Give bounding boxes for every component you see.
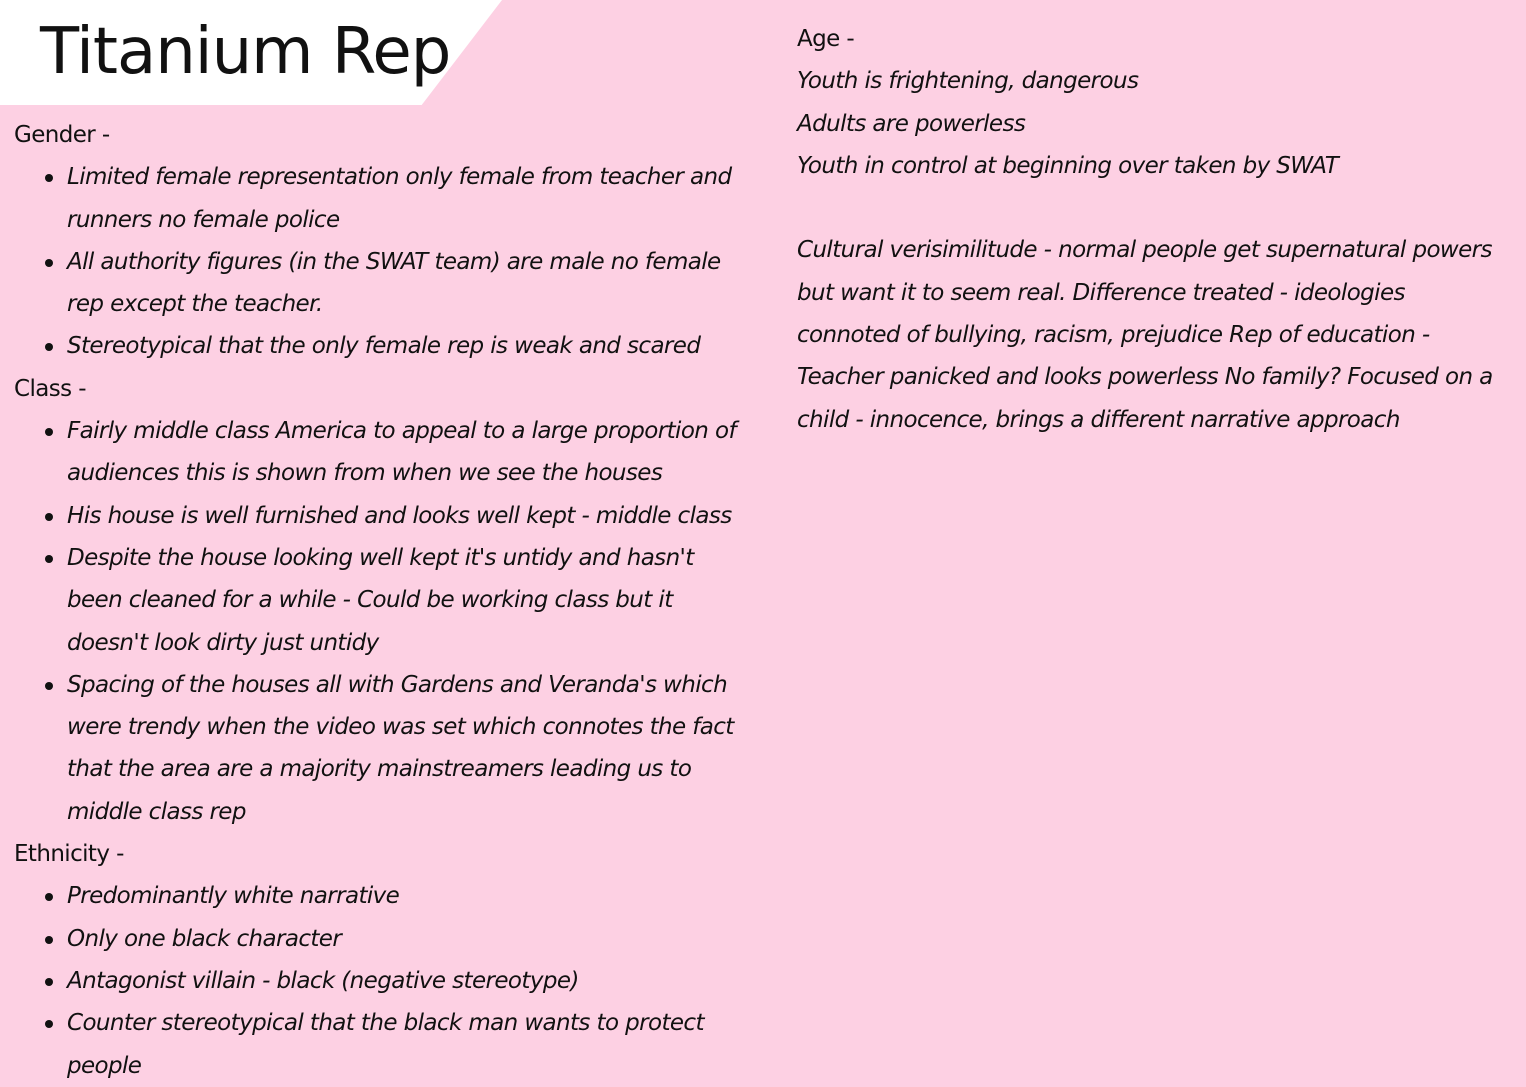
list-item: Spacing of the houses all with Gardens and Veranda's which were trendy when the video was set which connotes the fact that the area are a majority mainstreamers leading us to middle class rep — [67, 664, 754, 833]
list-item: Fairly middle class America to appeal to a large proportion of audiences this is shown from when we see the houses — [67, 410, 754, 495]
page-title: Titanium Rep — [40, 15, 451, 89]
list-item: His house is well furnished and looks well kept - middle class — [67, 495, 754, 537]
list-item: Stereotypical that the only female rep is weak and scared — [67, 325, 754, 367]
section-heading-gender: Gender - — [14, 122, 110, 148]
age-line: Youth in control at beginning over taken by SWAT — [797, 152, 1339, 179]
list-item: Predominantly white narrative — [67, 875, 754, 917]
left-column — [14, 114, 754, 1087]
class-bullet-list — [14, 410, 754, 833]
list-item: Counter stereotypical that the black man wants to protect people — [67, 1002, 754, 1087]
list-item: Limited female representation only female from teacher and runners no female police — [67, 156, 754, 241]
section-heading-age: Age - — [797, 26, 855, 52]
list-item: Antagonist villain - black (negative stereotype) — [67, 960, 754, 1002]
cultural-verisimilitude-paragraph: Cultural verisimilitude - normal people get supernatural powers but want it to seem real. Difference treated - ideologies connoted of bullying, racism, prejudice Rep of education - Teacher panicked and looks powerless No family? Focused on a child - innocence, brings a different narrative approach — [797, 237, 1493, 433]
section-heading-ethnicity: Ethnicity - — [14, 841, 124, 868]
spacer — [797, 187, 1512, 229]
age-line: Adults are powerless — [797, 110, 1026, 137]
section-heading-class: Class - — [14, 375, 86, 402]
ethnicity-bullet-list — [14, 875, 754, 1086]
list-item: All authority figures (in the SWAT team) are male no female rep except the teacher. — [67, 241, 754, 326]
right-column — [797, 18, 1512, 441]
gender-bullet-list — [14, 156, 754, 367]
age-line: Youth is frightening, dangerous — [797, 68, 1139, 95]
list-item: Despite the house looking well kept it's untidy and hasn't been cleaned for a while - Could be working class but it doesn't look dirty just untidy — [67, 537, 754, 664]
list-item: Only one black character — [67, 918, 754, 960]
